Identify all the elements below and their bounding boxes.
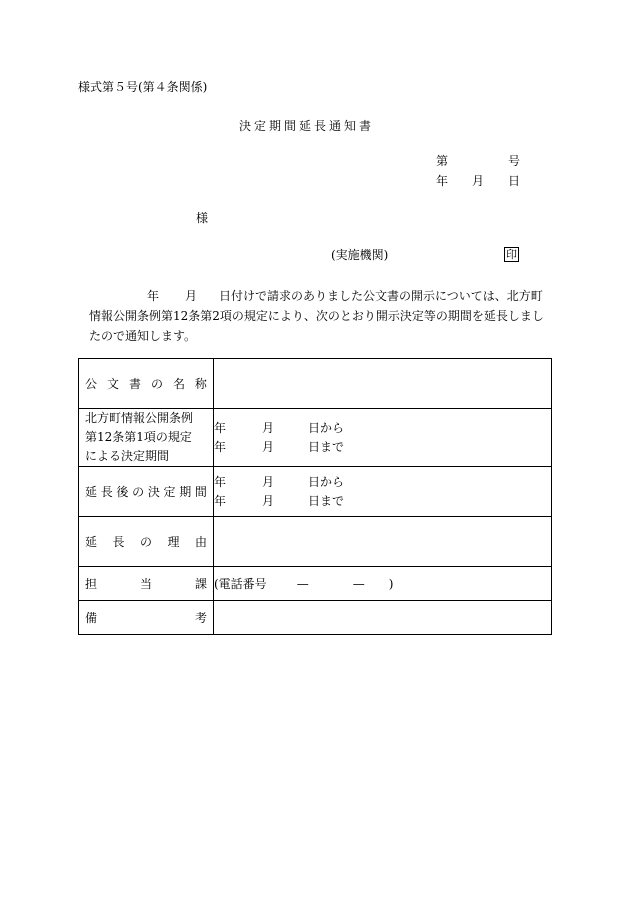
value-original-period[interactable]: [214, 409, 552, 467]
label-remarks: [85, 609, 207, 626]
label-cell: [79, 467, 214, 517]
label-char: 延: [85, 485, 98, 499]
phone-dash: —: [296, 577, 309, 591]
table-row: [79, 601, 552, 635]
label-char: 後: [116, 485, 129, 499]
label-department: [85, 575, 207, 592]
date-month: 月: [472, 174, 485, 188]
table-row: [79, 567, 552, 601]
addressee-sama: 様: [196, 211, 209, 225]
label-cell: [79, 567, 214, 601]
label-original-period: [79, 409, 214, 467]
body-text: 日付けで請求のありました公文書の開示については、北方町情報公開条例第12条第2項の規定により、次のとおり開示決定等の期間を延長しましたので通知します。: [89, 289, 544, 343]
table-row: [79, 359, 552, 409]
doc-number-dai: 第: [436, 154, 449, 168]
label-char: 文: [106, 377, 119, 391]
label-char: 期: [179, 485, 192, 499]
period-to: 年 月 日まで: [214, 439, 345, 454]
label-char: 定: [163, 485, 176, 499]
period-from: 年 月 日から: [214, 420, 345, 435]
label-cell: [79, 359, 214, 409]
label-char: 称: [194, 377, 207, 391]
doc-number-go: 号: [508, 154, 521, 168]
body-month: 月: [185, 289, 198, 303]
phone-open: (電話番号: [214, 577, 267, 591]
label-document-name: [85, 375, 207, 392]
value-document-name[interactable]: [214, 359, 552, 409]
label-line: による決定期間: [85, 449, 170, 463]
label-char: 考: [194, 611, 207, 625]
sender-agency: (実施機関): [331, 248, 389, 262]
label-line: 第12条第1項の規定: [85, 430, 192, 444]
value-remarks[interactable]: [214, 601, 552, 635]
label-char: の: [139, 535, 152, 549]
value-extended-period[interactable]: [214, 467, 552, 517]
table-row: [79, 517, 552, 567]
body-year: 年: [147, 289, 160, 303]
table-row: [79, 467, 552, 517]
label-char: 長: [112, 535, 125, 549]
label-char: 長: [100, 485, 113, 499]
phone-dash: —: [352, 577, 365, 591]
document-title: 決定期間延長通知書: [239, 119, 375, 133]
label-extended-period: [85, 483, 207, 500]
label-char: 延: [85, 535, 98, 549]
date-day: 日: [508, 174, 521, 188]
label-char: 書: [128, 377, 141, 391]
label-char: 間: [194, 485, 207, 499]
label-cell: [79, 601, 214, 635]
table-row: [79, 409, 552, 467]
seal-mark: 印: [506, 248, 517, 261]
label-line: 北方町情報公開条例: [85, 411, 194, 425]
notice-body: [89, 286, 551, 346]
label-char: 担: [85, 577, 98, 591]
label-char: 当: [139, 577, 152, 591]
label-char: の: [132, 485, 145, 499]
period-from: 年 月 日から: [214, 474, 345, 489]
phone-close: ): [388, 577, 394, 591]
label-char: 由: [194, 535, 207, 549]
label-cell: [79, 517, 214, 567]
form-number: 様式第５号(第４条関係): [78, 80, 208, 94]
date-year: 年: [436, 174, 449, 188]
label-char: 備: [85, 611, 98, 625]
label-char: 理: [167, 535, 180, 549]
label-reason: [85, 533, 207, 550]
value-department[interactable]: [214, 567, 552, 601]
label-char: 決: [147, 485, 160, 499]
label-char: 課: [194, 577, 207, 591]
label-char: 公: [85, 377, 98, 391]
label-char: 名: [172, 377, 185, 391]
label-char: の: [150, 377, 163, 391]
value-reason[interactable]: [214, 517, 552, 567]
extension-table: [78, 358, 552, 635]
period-to: 年 月 日まで: [214, 493, 345, 508]
